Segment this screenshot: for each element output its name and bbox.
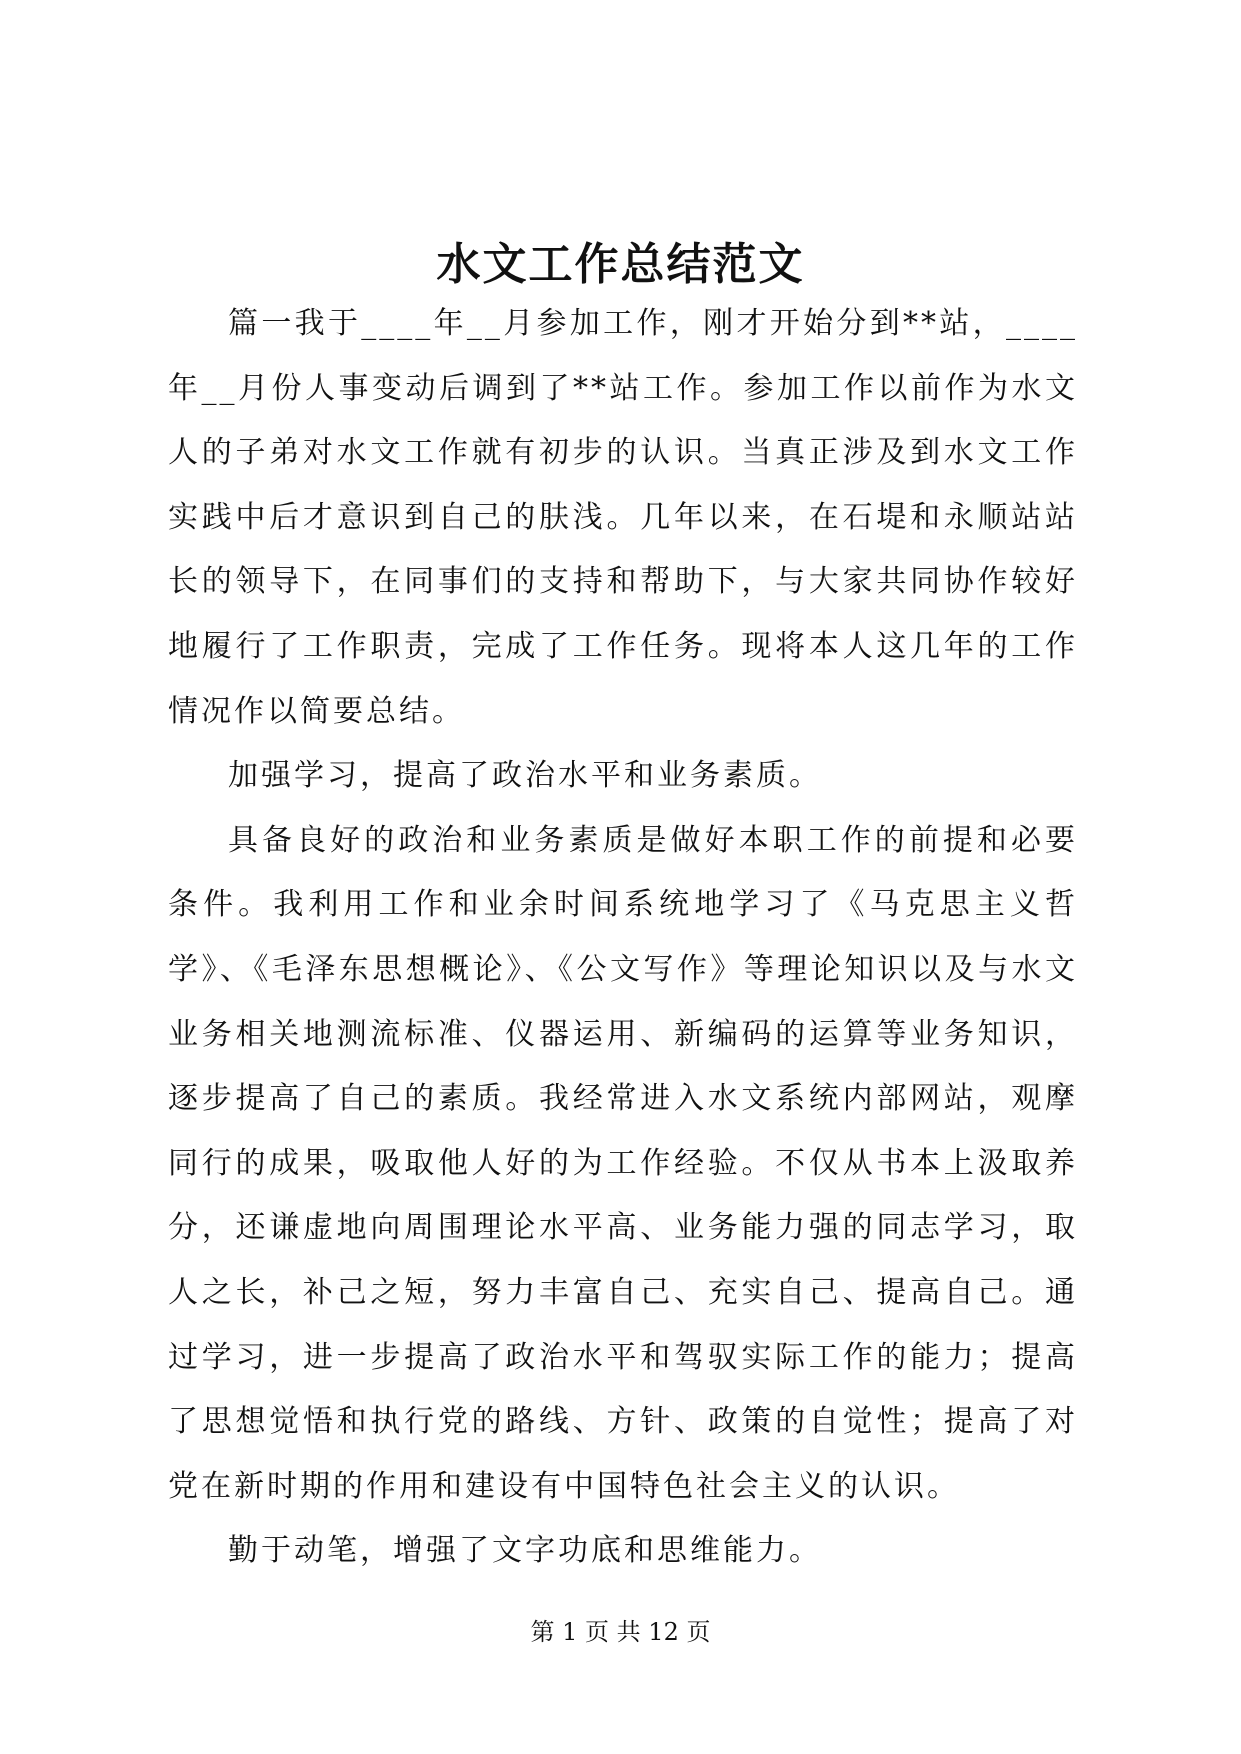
paragraph-intro: 篇一我于____年__月参加工作，刚才开始分到**站，____年__月份人事变动后调到了**站工作。参加工作以前作为水文人的子弟对水文工作就有初步的认识。当真正涉及到水文工作实践中后才意识到自己的肤浅。几年以来，在石堤和永顺站站长的领导下，在同事们的支持和帮助下，与大家共同协作较好地履行了工作职责，完成了工作任务。现将本人这几年的工作情况作以简要总结。 (168, 306, 1078, 729)
document-body (168, 292, 1078, 1584)
document-title: 水文工作总结范文 (436, 239, 805, 290)
paragraph-study-details: 具备良好的政治和业务素质是做好本职工作的前提和必要条件。我利用工作和业余时间系统地学习了《马克思主义哲学》、《毛泽东思想概论》、《公文写作》等理论知识以及与水文业务相关地测流标准、仪器运用、新编码的运算等业务知识，逐步提高了自己的素质。我经常进入水文系统内部网站，观摩同行的成果，吸取他人好的为工作经验。不仅从书本上汲取养分，还谦虚地向周围理论水平高、业务能力强的同志学习，取人之长，补己之短，努力丰富自己、充实自己、提高自己。通过学习，进一步提高了政治水平和驾驭实际工作的能力；提高了思想觉悟和执行党的路线、方针、政策的自觉性；提高了对党在新时期的作用和建设有中国特色社会主义的认识。 (168, 822, 1078, 1504)
paragraph-heading-study: 加强学习，提高了政治水平和业务素质。 (228, 758, 822, 794)
page-number-footer: 第 1 页 共 12 页 (530, 1618, 711, 1646)
paragraph-heading-writing: 勤于动笔，增强了文字功底和思维能力。 (228, 1533, 822, 1569)
